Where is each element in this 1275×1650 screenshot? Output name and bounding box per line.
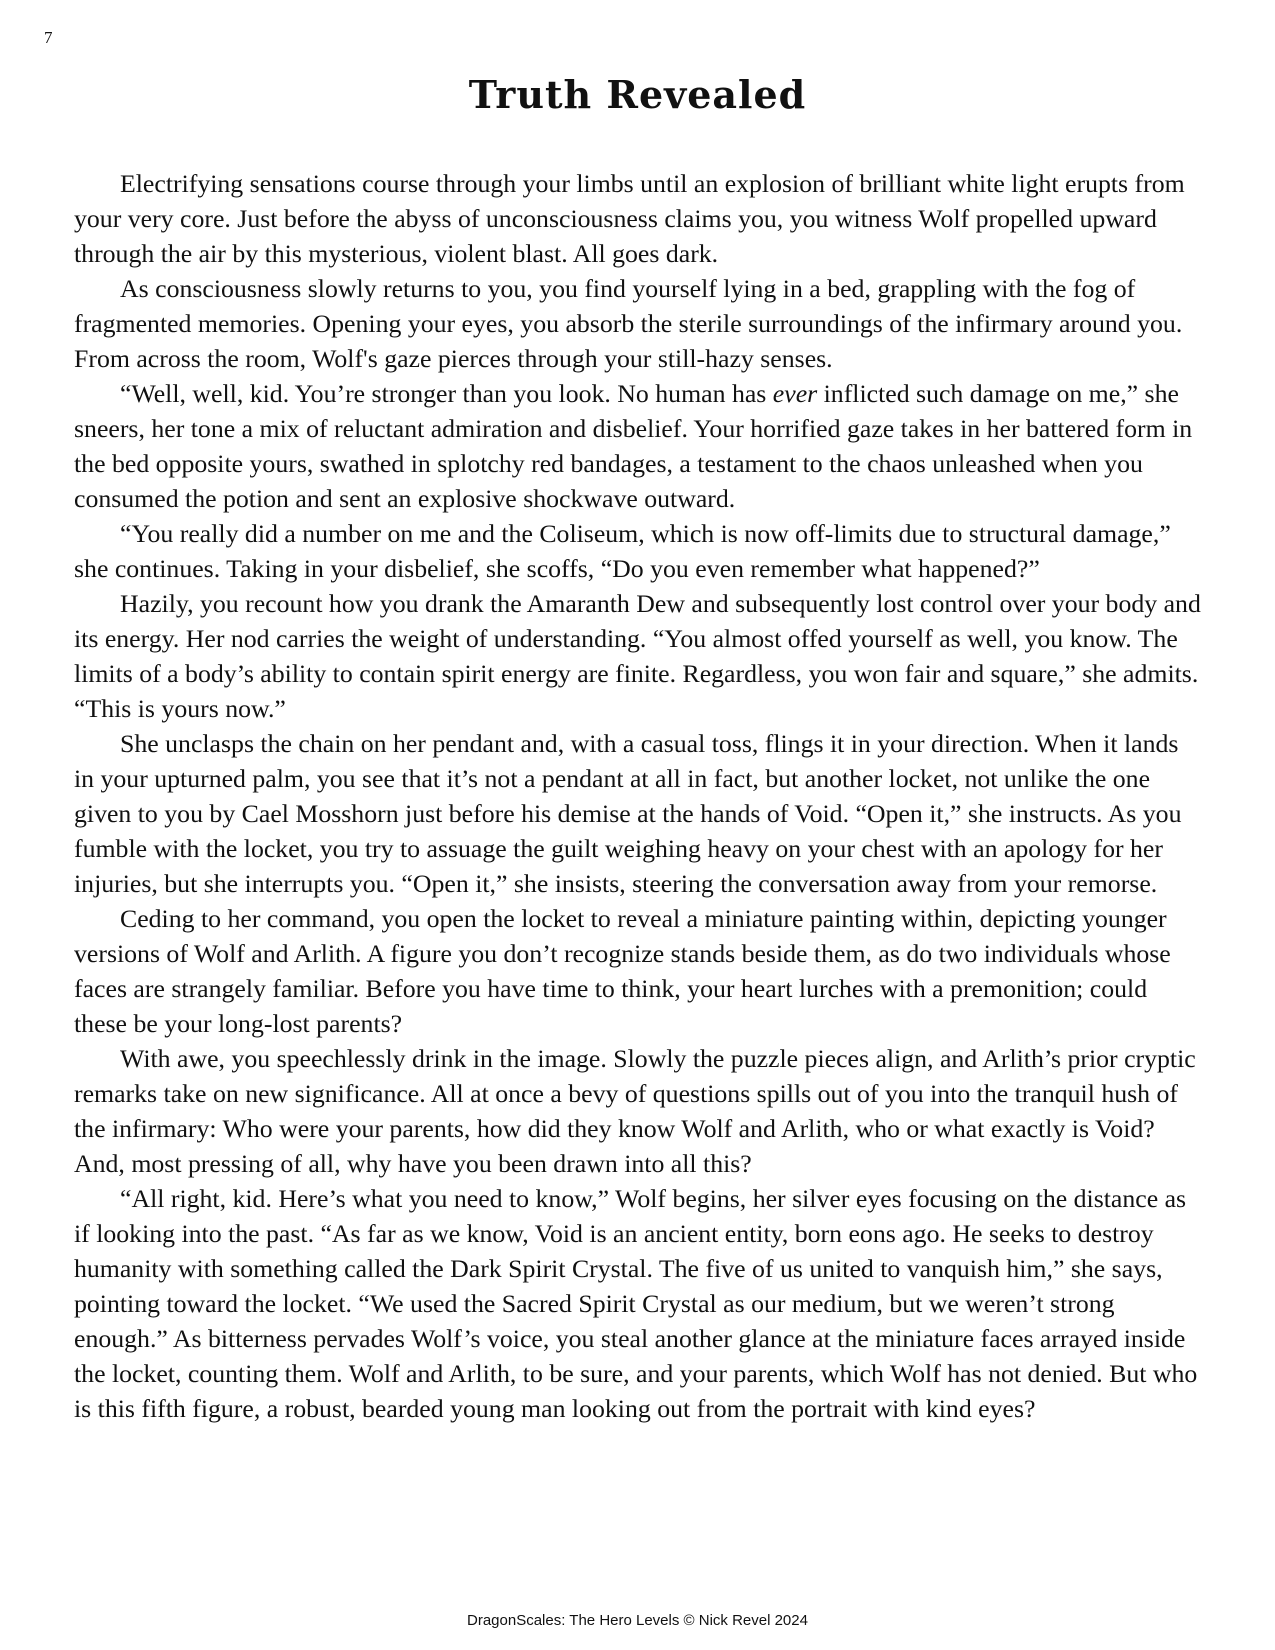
chapter-title: Truth Revealed: [468, 72, 807, 117]
paragraph-6: She unclasps the chain on her pendant and, with a casual toss, flings it in your direction. When it lands in your upturned palm, you see that it’s not a pendant at all in fact, but another locket, not unlike the one given to you by Cael Mosshorn just before his demise at the hands of Void. “Open it,” she instructs. As you fumble with the locket, you try to assuage the guilt weighing heavy on your chest with an apology for her injuries, but she interrupts you. “Open it,” she insists, steering the conversation away from your remorse.: [74, 729, 1182, 898]
paragraph-5: Hazily, you recount how you drank the Amaranth Dew and subsequently lost control over your body and its energy. Her nod carries the weight of understanding. “You almost offed yourself as well, you know. The limits of a body’s ability to contain spirit energy are finite. Regardless, you won fair and square,” she admits. “This is yours now.”: [74, 589, 1201, 723]
paragraph-1: Electrifying sensations course through your limbs until an explosion of brilliant white light erupts from your very core. Just before the abyss of unconsciousness claims you, you witness Wolf propelled upward through the air by this mysterious, violent blast. All goes dark.: [74, 169, 1185, 268]
paragraph-8: With awe, you speechlessly drink in the image. Slowly the puzzle pieces align, and Arlith’s prior cryptic remarks take on new significance. All at once a bevy of questions spills out of you into the tranquil hush of the infirmary: Who were your parents, how did they know Wolf and Arlith, who or what exactly is Void? And, most pressing of all, why have you been drawn into all this?: [74, 1044, 1196, 1178]
paragraph-7: Ceding to her command, you open the locket to reveal a miniature painting within, depicting younger versions of Wolf and Arlith. A figure you don’t recognize stands beside them, as do two individuals whose faces are strangely familiar. Before you have time to think, your heart lurches with a premonition; could these be your long-lost parents?: [74, 904, 1171, 1038]
paragraph-3-after: inflicted such damage on me,” she sneers, her tone a mix of reluctant admiration and disbelief. Your horrified gaze takes in her battered form in the bed opposite yours, swathed in splotchy red bandages, a testament to the chaos unleashed when you consumed the potion and sent an explosive shockwave outward.: [74, 379, 1193, 513]
paragraph-4: “You really did a number on me and the Coliseum, which is now off-limits due to structural damage,” she continues. Taking in your disbelief, she scoffs, “Do you even remember what happened?”: [74, 519, 1171, 583]
copyright-footer: DragonScales: The Hero Levels © Nick Revel 2024: [467, 1612, 808, 1629]
paragraph-2: As consciousness slowly returns to you, you find yourself lying in a bed, grappling with the fog of fragmented memories. Opening your eyes, you absorb the sterile surroundings of the infirmary around you. From across the room, Wolf's gaze pierces through your still-hazy senses.: [74, 274, 1183, 373]
page-number: 7: [44, 28, 53, 47]
chapter-body: [74, 166, 1204, 1426]
paragraph-9: “All right, kid. Here’s what you need to know,” Wolf begins, her silver eyes focusing on the distance as if looking into the past. “As far as we know, Void is an ancient entity, born eons ago. He seeks to destroy humanity with something called the Dark Spirit Crystal. The five of us united to vanquish him,” she says, pointing toward the locket. “We used the Sacred Spirit Crystal as our medium, but we weren’t strong enough.” As bitterness pervades Wolf’s voice, you steal another glance at the miniature faces arrayed inside the locket, counting them. Wolf and Arlith, to be sure, and your parents, which Wolf has not denied. But who is this fifth figure, a robust, bearded young man looking out from the portrait with kind eyes?: [74, 1184, 1198, 1423]
paragraph-3-before: “Well, well, kid. You’re stronger than you look. No human has: [120, 379, 773, 408]
paragraph-3-emphasis: ever: [772, 379, 818, 408]
paragraph-3: [74, 376, 1204, 516]
